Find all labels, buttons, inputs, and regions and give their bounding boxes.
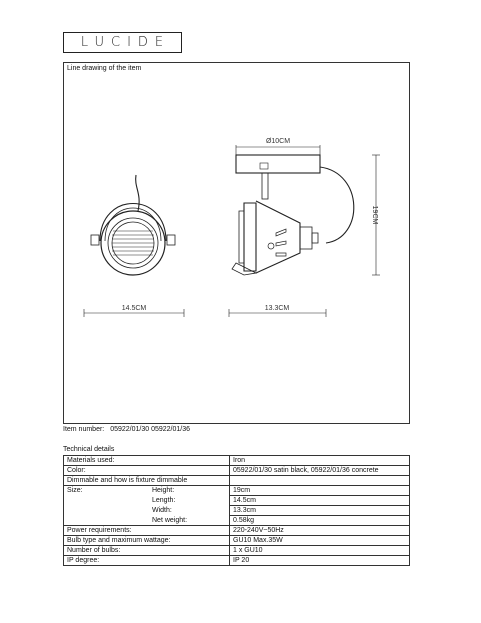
item-number-label: Item number:: [63, 426, 105, 433]
table-row: [64, 496, 410, 506]
brand-logo: [63, 32, 182, 53]
spec-value: 05922/01/30 satin black, 05922/01/36 concrete: [230, 466, 410, 476]
spec-value: IP 20: [230, 556, 410, 566]
spec-sublabel: Net weight:: [152, 516, 188, 524]
table-row: [64, 456, 410, 466]
table-row: [64, 516, 410, 526]
front-view: [84, 175, 184, 317]
spec-value: Iron: [230, 456, 410, 466]
spec-label-cell: [64, 506, 230, 516]
spec-label: Size:: [67, 487, 83, 495]
line-drawing-panel: [63, 62, 410, 424]
table-row: [64, 506, 410, 516]
spec-value: 220-240V~50Hz: [230, 526, 410, 536]
spec-label: [64, 496, 152, 505]
table-row: [64, 486, 410, 496]
spec-value: 13.3cm: [230, 506, 410, 516]
table-row: [64, 526, 410, 536]
dim-height: 19CM: [371, 205, 378, 225]
spec-label: Number of bulbs:: [64, 546, 230, 556]
dim-side-depth: 13.3CM: [264, 305, 290, 312]
spec-label: IP degree:: [64, 556, 230, 566]
spec-value: GU10 Max.35W: [230, 536, 410, 546]
spec-value: 1 x GU10: [230, 546, 410, 556]
drawing-title: Line drawing of the item: [67, 65, 142, 72]
spec-value: 14.5cm: [230, 496, 410, 506]
table-row: [64, 476, 410, 486]
spec-sublabel: Length:: [152, 497, 176, 504]
table-row: [64, 466, 410, 476]
dim-diameter: Ø10CM: [265, 138, 291, 145]
spec-label-cell: [64, 516, 230, 526]
product-line-drawing: [64, 63, 411, 425]
spec-label: Dimmable and how is fixture dimmable: [64, 476, 230, 486]
spec-label: Power requirements:: [64, 526, 230, 536]
brand-logo-text: LUCIDE: [80, 35, 171, 50]
spec-sublabel: Width:: [152, 507, 172, 514]
table-row: [64, 556, 410, 566]
spec-label: Materials used:: [64, 456, 230, 466]
technical-details-table: [63, 455, 410, 566]
item-number-values: 05922/01/30 05922/01/36: [110, 426, 191, 433]
spec-label-cell: [64, 496, 230, 506]
table-row: [64, 546, 410, 556]
spec-value: [230, 476, 410, 486]
spec-label: Bulb type and maximum wattage:: [64, 536, 230, 546]
spec-label: Color:: [64, 466, 230, 476]
side-view: [229, 145, 380, 317]
dim-front-width: 14.5CM: [121, 305, 147, 312]
spec-label: [64, 506, 152, 515]
spec-label: [64, 516, 152, 525]
spec-sublabel: Height:: [152, 487, 175, 495]
spec-value: 0.58kg: [230, 516, 410, 526]
spec-value: 19cm: [230, 486, 410, 496]
table-row: [64, 536, 410, 546]
spec-label-cell: [64, 486, 230, 496]
item-number-line: [63, 426, 190, 433]
technical-details-title: Technical details: [63, 446, 115, 453]
